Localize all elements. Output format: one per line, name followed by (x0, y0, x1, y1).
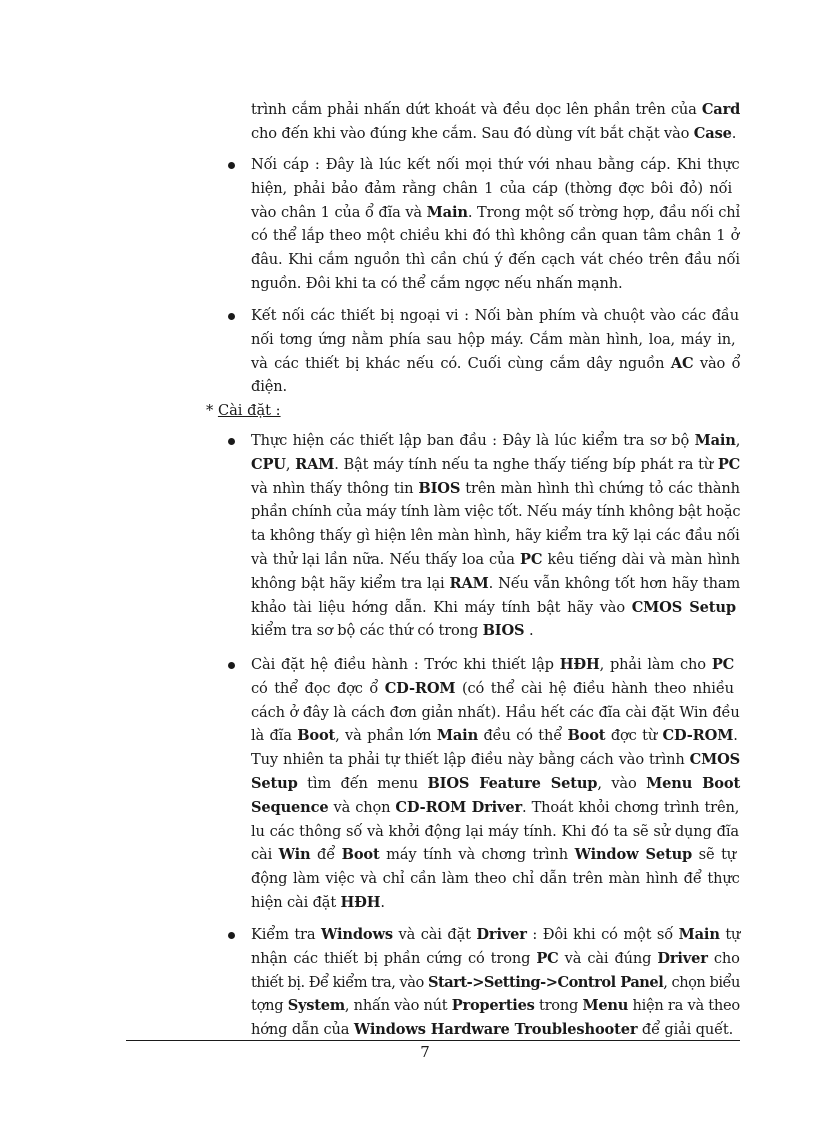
text-run: cách ở đây là cách đơn giản nhất). Hầu hết các đĩa cài đặt Win đều (251, 703, 740, 721)
text-line (251, 925, 740, 945)
text-run: . Trong một số trờng hợp, đầu nối chỉ (467, 203, 741, 221)
text-run: không bật hãy kiểm tra lại (251, 574, 450, 592)
text-run: đều có thể (478, 727, 568, 745)
bold-term: Card (701, 101, 741, 118)
text-run: để (310, 846, 342, 864)
bold-term: PC (717, 455, 741, 473)
text-line (251, 893, 385, 913)
bold-term: Main (436, 727, 479, 745)
bold-term: CD-ROM (662, 727, 734, 745)
bold-term: Boot (567, 727, 606, 745)
text-line (251, 574, 740, 594)
text-line (251, 274, 623, 294)
text-run: đợc từ (605, 727, 663, 745)
text-run: . Nếu vẫn không tốt hơn hãy tham (488, 574, 741, 592)
bold-term: BIOS (418, 479, 461, 497)
text-run: , nhấn vào nút (344, 997, 452, 1015)
bold-term: Main (694, 432, 736, 449)
bold-term: CD-ROM Driver (395, 798, 523, 816)
text-run: , (285, 455, 296, 473)
text-line (251, 973, 740, 993)
text-run: Kết nối các thiết bị ngoại vi : Nối bàn phím và chuột vào các đầu (251, 307, 739, 324)
text-line (251, 703, 740, 723)
bold-term: BIOS (482, 622, 525, 640)
text-line (251, 354, 740, 374)
bold-term: Start->Setting->Control Panel (427, 973, 664, 991)
text-run: và cài đúng (558, 949, 658, 967)
text-run: để giải quết. (637, 1021, 734, 1039)
text-run: là đĩa (251, 727, 298, 745)
text-line (251, 306, 739, 326)
bold-term: PC (711, 656, 735, 673)
text-run: Thực hiện các thiết lập ban đầu : Đây là lúc kiểm tra sơ bộ (251, 432, 695, 449)
bullet-icon (228, 313, 235, 320)
text-run: đâu. Khi cắm nguồn thì cần chú ý đến cạch vát chéo trên đầu nối (251, 251, 740, 269)
text-run: , chọn biểu (663, 973, 740, 991)
text-run: hiện ra và theo (628, 997, 740, 1015)
bold-term: HĐH (559, 656, 600, 673)
text-run: vào ổ (693, 354, 741, 372)
text-run: , và phần lớn (335, 727, 437, 745)
bold-term: Setup (251, 775, 298, 792)
bold-term: PC (520, 551, 543, 568)
text-run: và cài đặt (392, 926, 477, 943)
text-run: ta không thấy gì hiện lên màn hình, hãy kiểm tra kỹ lại các đầu nối (251, 527, 740, 545)
text-line (251, 431, 740, 451)
text-run: tự (719, 926, 741, 943)
bold-term: System (287, 997, 345, 1015)
text-line (251, 598, 736, 618)
text-run: vào chân 1 của ổ đĩa và (251, 203, 427, 221)
section-title: Cài đặt : (217, 402, 281, 419)
bold-term: CMOS (689, 751, 741, 769)
text-run: . Bật máy tính nếu ta nghe thấy tiếng bíp phát ra từ (334, 455, 718, 473)
text-run: Tuy nhiên ta phải tự thiết lập điều này bằng cách vào trình (251, 751, 690, 769)
bold-term: Driver (476, 926, 527, 943)
text-line (251, 479, 740, 499)
text-run: nối tơng ứng nằm phía sau hộp máy. Cắm màn hình, loa, máy in, (251, 330, 736, 348)
text-line (251, 949, 740, 969)
bold-term: Boot (341, 846, 380, 864)
text-run: lu các thông số và khởi động lại máy tính. Khi đó ta sẽ sử dụng đĩa (251, 822, 739, 840)
text-line (251, 774, 740, 794)
text-run: (có thể cài hệ điều hành theo nhiều (455, 679, 734, 697)
text-run: máy tính và chơng trình (379, 846, 575, 864)
text-run: tợng (251, 997, 288, 1015)
section-star: * (206, 402, 218, 419)
bold-term: RAM (449, 574, 489, 592)
text-run: và thử lại lần nữa. Nếu thấy loa của (251, 551, 521, 568)
bullet-icon (228, 662, 235, 669)
text-line (251, 996, 740, 1016)
bold-term: Windows Hardware Troubleshooter (353, 1021, 638, 1039)
bold-term: PC (536, 949, 559, 967)
text-line (251, 1020, 733, 1040)
bullet-icon (228, 162, 235, 169)
text-run: cho (707, 949, 740, 967)
text-run: Kiểm tra (251, 926, 321, 943)
bold-term: Properties (451, 997, 535, 1015)
text-line (251, 455, 740, 475)
text-run: hiện cài đặt (251, 894, 341, 911)
text-line (251, 155, 740, 175)
text-run: . (380, 894, 385, 911)
text-run: . Thoát khỏi chơng trình trên, (522, 798, 740, 816)
text-run: điện. (251, 378, 287, 396)
text-line (251, 226, 739, 246)
text-run: có thể đọc đợc ổ (251, 679, 385, 697)
text-line (251, 750, 740, 770)
text-line (251, 679, 734, 699)
bold-term: Window Setup (574, 846, 693, 864)
text-run: phần chính của máy tính làm việc tốt. Nếu máy tính không bật hoặc (251, 503, 741, 521)
text-run: và các thiết bị khác nếu có. Cuối cùng cắm dây nguồn (251, 354, 671, 372)
bold-term: AC (670, 354, 694, 372)
text-run: , phải làm cho (599, 656, 712, 673)
bold-term: Sequence (251, 798, 329, 816)
text-line (251, 550, 740, 570)
text-run: , (735, 432, 741, 449)
text-run: Nối cáp : Đây là lúc kết nối mọi thứ với nhau bằng cáp. Khi thực (251, 156, 740, 173)
bold-term: HĐH (340, 894, 381, 911)
bold-term: Windows (321, 926, 393, 943)
text-run: hiện, phải bảo đảm rằng chân 1 của cáp (thờng đợc bôi đỏ) nối (251, 179, 732, 197)
text-run: nhận các thiết bị phần cứng có trong (251, 949, 537, 967)
text-run: trình cắm phải nhấn dứt khoát và đều dọc lên phần trên của (251, 101, 702, 118)
bold-term: Boot (297, 727, 336, 745)
text-line (251, 250, 740, 270)
text-run: Cài đặt hệ điều hành : Trớc khi thiết lập (251, 656, 560, 673)
text-run: hớng dẫn của (251, 1021, 354, 1039)
text-line (251, 726, 738, 746)
bold-term: CMOS Setup (631, 598, 736, 616)
bold-term: CPU (251, 455, 286, 473)
text-run: nguồn. Đôi khi ta có thể cắm ngợc nếu nhấn mạnh. (251, 275, 623, 292)
bold-term: Win (278, 846, 311, 864)
bullet-icon (228, 932, 235, 939)
text-line (251, 798, 739, 818)
text-line (251, 179, 732, 199)
bold-term: Menu Boot (646, 775, 741, 792)
text-run: và nhìn thấy thông tin (251, 479, 419, 497)
text-line (251, 655, 734, 675)
text-line (251, 377, 287, 397)
text-run: động làm việc và chỉ cần làm theo chỉ dẫn trên màn hình để thực (251, 870, 740, 888)
bullet-icon (228, 438, 235, 445)
text-run: khảo tài liệu hớng dẫn. Khi máy tính bật hãy vào (251, 598, 632, 616)
text-line (251, 203, 740, 223)
text-run: tìm đến menu (297, 775, 428, 792)
text-run: sẽ tự (692, 846, 737, 864)
text-run: có thể lắp theo một chiều khi đó thì không cần quan tâm chân 1 ở (251, 227, 740, 245)
text-run: . (524, 622, 534, 640)
bold-term: Main (426, 203, 468, 221)
text-line (251, 845, 736, 865)
bold-term: Driver (657, 949, 708, 967)
page-number: 7 (420, 1043, 430, 1061)
text-run: , vào (597, 775, 647, 792)
text-run: và chọn (328, 798, 396, 816)
text-line (251, 869, 740, 889)
text-run: kiểm tra sơ bộ các thứ có trong (251, 622, 483, 640)
text-line (251, 822, 739, 842)
bold-term: Main (678, 926, 720, 943)
section-heading (206, 401, 281, 421)
text-run: thiết bị. Để kiểm tra, vào (251, 973, 428, 991)
text-line (251, 100, 740, 120)
bold-term: RAM (295, 455, 335, 473)
bold-term: Menu (582, 997, 629, 1015)
text-line (251, 526, 740, 546)
text-line (251, 502, 740, 522)
bold-term: CD-ROM (384, 679, 456, 697)
bold-term: BIOS Feature Setup (427, 775, 598, 792)
text-run: : Đôi khi có một số (526, 926, 679, 943)
text-run: cho đến khi vào đúng khe cắm. Sau đó dùng vít bắt chặt vào (251, 124, 694, 142)
text-run: kêu tiếng dài và màn hình (542, 551, 740, 568)
text-run: trên màn hình thì chứng tỏ các thành (460, 479, 740, 497)
text-line (251, 124, 736, 144)
text-run: . (731, 124, 737, 142)
footer-divider (126, 1040, 740, 1041)
text-line (251, 330, 735, 350)
text-run: cài (251, 846, 279, 864)
text-run: trong (534, 997, 583, 1015)
text-line (251, 621, 533, 641)
text-run: . (733, 727, 738, 745)
bold-term: Case (693, 124, 732, 142)
